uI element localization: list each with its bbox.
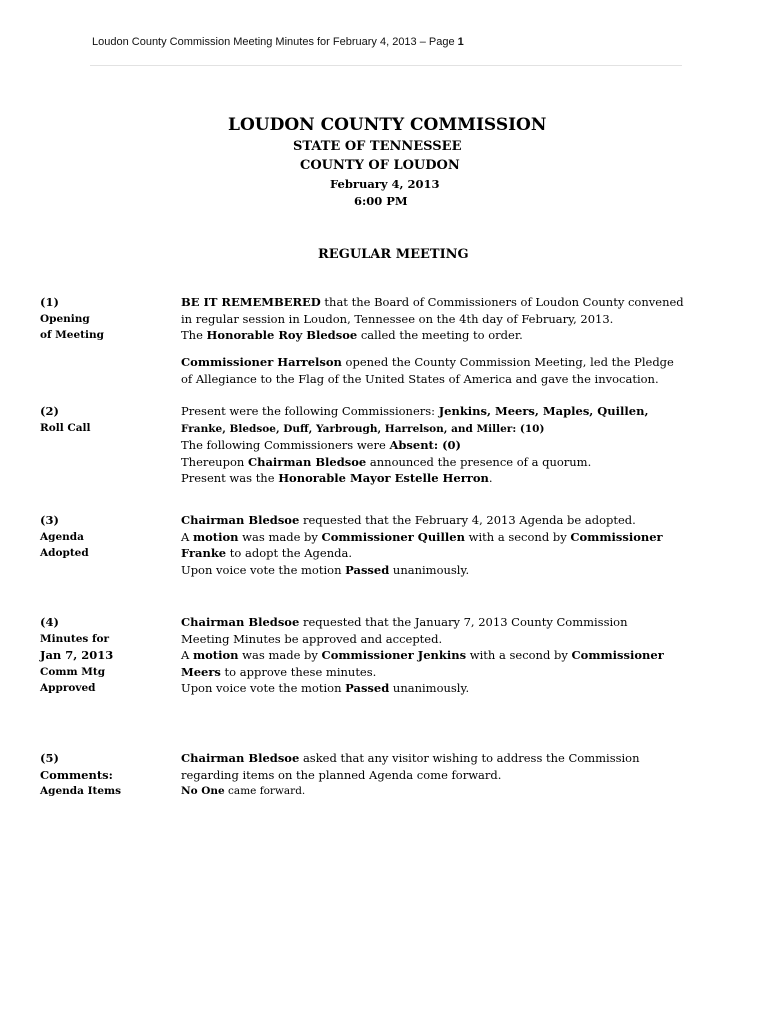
item-number: (4) — [40, 615, 59, 629]
item-label-line: Comm Mtg — [40, 665, 106, 678]
text-line: Chairman Bledsoe requested that the January 7, 2013 County Commission — [181, 615, 628, 629]
text-line: Commissioner Harrelson opened the County Commission Meeting, led the Pledge — [181, 355, 674, 369]
item-4-label — [40, 614, 113, 697]
item-label-line: Jan 7, 2013 — [40, 648, 114, 662]
text-line: Chairman Bledsoe asked that any visitor wishing to address the Commission — [181, 751, 640, 765]
document-title: LOUDON COUNTY COMMISSION — [228, 115, 547, 135]
item-label-line: Opening — [40, 312, 90, 325]
item-1-body-2 — [181, 354, 674, 387]
item-4-body — [181, 614, 664, 697]
text-line: Present were the following Commissioners: Jenkins, Meers, Maples, Quillen, — [181, 404, 649, 418]
header-divider — [90, 65, 682, 66]
item-5-label — [40, 750, 121, 800]
text-line: A motion was made by Commissioner Quillen with a second by Commissioner — [181, 529, 663, 544]
item-3-body — [181, 512, 663, 578]
text-line: Meers to approve these minutes. — [181, 664, 377, 679]
item-label-line: Minutes for — [40, 632, 110, 645]
text-line: Franke, Bledsoe, Duff, Yarbrough, Harrelson, and Miller: (10) — [181, 422, 545, 435]
text-line: Franke to adopt the Agenda. — [181, 546, 353, 560]
meeting-type: REGULAR MEETING — [318, 247, 469, 262]
item-label-line: Adopted — [40, 547, 89, 559]
item-number: (1) — [40, 295, 59, 309]
item-2-body — [181, 403, 648, 487]
state-line: STATE OF TENNESSEE — [293, 139, 462, 154]
item-1-body — [181, 294, 684, 344]
text-line: The following Commissioners were Absent: (0) — [181, 438, 461, 452]
item-3-label — [40, 512, 89, 562]
item-label-line: Roll Call — [40, 421, 91, 434]
item-number: (2) — [40, 404, 59, 418]
page-number: 1 — [457, 36, 464, 48]
text-line: A motion was made by Commissioner Jenkins with a second by Commissioner — [181, 648, 664, 662]
item-label-line: Comments: — [40, 767, 113, 782]
text-line: Thereupon Chairman Bledsoe announced the presence of a quorum. — [181, 454, 592, 469]
item-number: (3) — [40, 513, 59, 527]
header-text: Loudon County Commission Meeting Minutes for February 4, 2013 – Page — [92, 36, 455, 48]
text-line: Upon voice vote the motion Passed unanimously. — [181, 562, 470, 577]
text-line: The Honorable Roy Bledsoe called the meeting to order. — [181, 328, 523, 342]
text-line: Chairman Bledsoe requested that the February 4, 2013 Agenda be adopted. — [181, 513, 636, 527]
text-line: BE IT REMEMBERED that the Board of Commissioners of Loudon County convened — [181, 295, 684, 309]
county-line: COUNTY OF LOUDON — [300, 158, 460, 173]
text-line: Present was the Honorable Mayor Estelle Herron. — [181, 471, 493, 485]
text-line: regarding items on the planned Agenda come forward. — [181, 767, 502, 782]
item-label-line: Agenda Items — [40, 785, 122, 797]
item-label-line: of Meeting — [40, 329, 104, 341]
text-line: of Allegiance to the Flag of the United States of America and gave the invocation. — [181, 371, 659, 386]
item-2-label — [40, 403, 91, 436]
meeting-date: February 4, 2013 — [330, 177, 440, 191]
item-5-body — [181, 750, 640, 800]
page-header — [92, 36, 464, 48]
item-number: (5) — [40, 751, 59, 765]
text-line: No One came forward. — [181, 785, 306, 797]
item-label-line: Approved — [40, 682, 96, 694]
text-line: Upon voice vote the motion Passed unanimously. — [181, 681, 470, 695]
item-1-label — [40, 294, 104, 344]
item-label-line: Agenda — [40, 530, 84, 543]
text-line: in regular session in Loudon, Tennessee on the 4th day of February, 2013. — [181, 311, 614, 326]
text-line: Meeting Minutes be approved and accepted. — [181, 631, 443, 646]
meeting-time: 6:00 PM — [354, 194, 408, 208]
